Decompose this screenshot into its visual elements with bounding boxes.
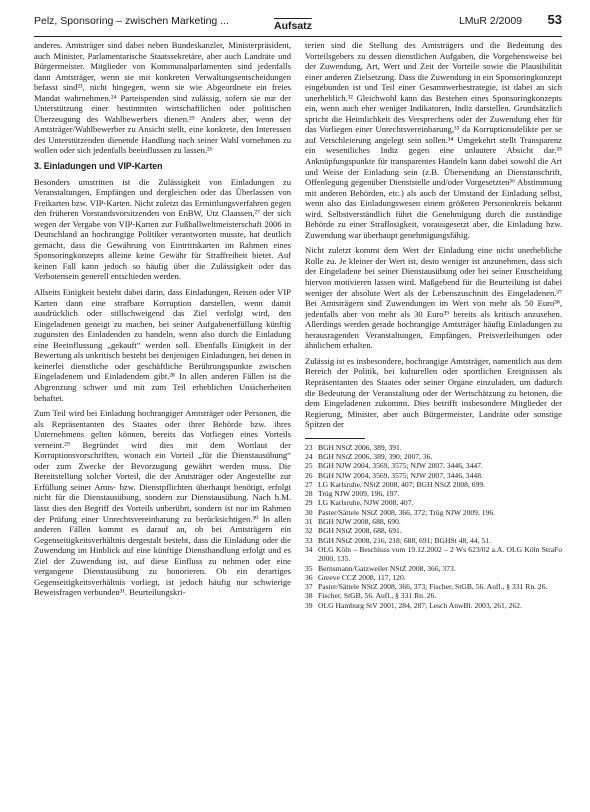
footnote-number: 38 <box>305 591 313 601</box>
footnote <box>305 508 562 517</box>
footnote-text: Paster/Sättele NStZ 2008, 366, 373; Fischer, StGB, 56. Aufl., § 331 Rn. 26. <box>318 582 548 592</box>
footnote-text: BGH NStZ 2008, 688, 691. <box>318 526 402 536</box>
section-heading: 3. Einladungen und VIP-Karten <box>34 161 163 172</box>
footnote-text: LG Karlsruhe, NJW 2008, 407. <box>318 498 414 508</box>
footnote <box>305 573 562 582</box>
footnote-number: 23 <box>305 442 313 452</box>
footnote <box>305 564 562 573</box>
footnote <box>305 498 562 507</box>
footnote-text: Fischer, StGB, 56. Aufl., § 331 Rn. 26. <box>318 591 437 601</box>
footnote-number: 33 <box>305 535 313 545</box>
right-column <box>305 40 562 802</box>
footnote-number: 37 <box>305 582 313 592</box>
paragraph: anderes. Amtsträger sind dabei neben Bundeskanzler, Ministerpräsident, auch Minister, Parlamentarische Staatssekretäre, aber auch Landräte und Bürgermeister. Mitglieder von Kommunalparlamenten sind jedenfalls dann Amtsträger, wenn sie mit konkreten Verwaltungsentscheidungen befasst sind²³, nicht hingegen, wenn sie wie Abgeordnete ein freies Mandat wahrnehmen.²⁴ Parteispenden sind zulässig, sofern sie nur der Unterstützung einer bestimmten wirtschaftlichen oder politischen Überzeugung des Wahlbewerbers dienen.²⁵ Anders aber, wenn der Amtsträger/Wahlbewerber zu Ansicht stellt, eine konkrete, den Interessen des Unterstützenden dienende Handlung nach seiner Wahl vornehmen zu wollen oder sich jedenfalls beeinflussen zu lassen.²⁶ <box>34 40 291 156</box>
footnote-number: 39 <box>305 600 313 610</box>
footnote-text: OLG Hamburg StV 2001, 284, 287; Lesch AnwBl. 2003, 261, 262. <box>318 600 522 610</box>
paragraph: Nicht zuletzt kommt dem Wert der Einladung eine nicht unerhebliche Rolle zu. Je kleiner der Wert ist, desto weniger ist anzunehmen, dass sich der Eingeladene bei seiner Dienstausübung oder bei seiner Entscheidung hiervon motivieren lassen wird. Maßgebend für die Beurteilung ist dabei weniger der absolute Wert als der Lebenszuschnitt des Eingeladenen.³⁷ Bei Amtsträgern sind Zuwendungen im Wert von mehr als 50 Euro³⁸, jedenfalls aber von mehr als 30 Euro³⁹ bereits als kritisch anzusehen. Allerdings werden gerade hochrangige Amtsträger häufig Einladungen zu herausragenden Veranstaltungen, Empfängen, Preisverleihungen oder ähnlichem erhalten. <box>305 245 562 351</box>
footnote-text: BGH NStZ 2008, 216, 218; 688, 691; BGHSt 48, 44, 51. <box>318 535 491 545</box>
footnote-number: 28 <box>305 489 313 499</box>
footnote-text: Greeve CCZ 2008, 117, 120. <box>318 572 406 582</box>
page-header <box>34 12 562 37</box>
footnote-number: 34 <box>305 544 313 554</box>
footnote <box>305 591 562 600</box>
paragraph: Zulässig ist es insbesondere, hochrangige Amtsträger, namentlich aus dem Bereich der Politik, bei kulturellen oder sportlichen Ereignissen als Repräsentanten des Staates oder seiner Organe einzuladen, um dadurch die Bedeutung der Veranstaltung oder der Wertschätzung zu betonen, die dem Eingeladenen zukommt. Dies betrifft insbesondere Mitglieder der Regierung, Minister, aber auch Bürgermeister, Landräte oder sonstige Spitzen der <box>305 355 562 430</box>
footnote <box>305 536 562 545</box>
footnote-text: Paster/Sättele NStZ 2008, 366, 372; Trüg NJW 2009, 196. <box>318 507 496 517</box>
footnote-text: BGH NJW 2008, 688, 690. <box>318 517 401 527</box>
footnote <box>305 526 562 535</box>
footnote <box>305 489 562 498</box>
footnote <box>305 517 562 526</box>
journal-issue: LMuR 2/2009 <box>458 15 522 27</box>
running-title: Pelz, Sponsoring – zwischen Marketing ... <box>34 15 229 27</box>
footnote-divider <box>305 438 365 439</box>
footnote-text: BGH NStZ 2006, 389, 390; 2007, 36. <box>318 451 433 461</box>
footnote <box>305 480 562 489</box>
footnote-list <box>305 443 562 610</box>
footnote-text: LG Karlsruhe, NStZ 2008, 407; BGH NStZ 2008, 699. <box>318 479 486 489</box>
footnote <box>305 443 562 452</box>
footnote-number: 25 <box>305 461 313 471</box>
footnote <box>305 545 562 564</box>
footnote-number: 27 <box>305 479 313 489</box>
paragraph: terien sind die Stellung des Amtsträgers und die Bedeutung des Vorteilsgebers zu dessen dienstlichen Aufgaben, die Vorgehensweise bei der Zuwendung, Art, Wert und Zeit der Vorteile sowie die Plausibilität einer anderen Zielsetzung. Dass die Zuwendung in ein Sponsoringkonzept eingebunden ist und Teil einer Gesamtwerbestrategie, ist dabei an sich unerheblich.³² Gleichwohl kann das Bestehen eines Sponsoringkonzepts ein, wenn auch eher weniger Indikatoren, Indiz darstellen. Grundsätzlich spricht die Heimlichkeit des Versprechens oder der Zuwendung eher für das Vorliegen einer Unrechtsvereinbarung,³³ da Korruptionsdelikte per se auf Verschleierung angelegt sein sollen.³⁴ Umgekehrt stellt Transparenz ein wesentliches Indiz gegen eine unlautere Absicht dar.³⁵ Anknüpfungspunkte für transparentes Handeln kann dabei sowohl die Art und Weise der Einladung sein (z.B. Übersendung an Dienstanschrift, Offenlegung gegenüber Dienststelle und/oder Vorgesetzten³⁶ Abstimmung mit anderen Behörden, etc.) als auch der Umstand der Einladung selbst, wenn also das Einladungswesen einem größeren Personenkreis bekannt wird. Selbstverständlich führt die Genehmigung durch die zuständige Behörde zu einer Straflosigkeit, vorausgesetzt aber, die Einladung bzw. Zuwendung war überhaupt genehmigungsfähig. <box>305 40 562 240</box>
footnote-number: 30 <box>305 507 313 517</box>
footnote-number: 26 <box>305 470 313 480</box>
footnote-text: Bernsmann/Gatzweiler NStZ 2008, 366, 373. <box>318 563 456 573</box>
footnote <box>305 601 562 610</box>
footnote-number: 36 <box>305 572 313 582</box>
footnote-text: OLG Köln – Beschluss vom 19.12.2002 – 2 Ws 623/02 a.A. OLG Köln StraFo 2000, 135. <box>318 544 562 564</box>
footnote-text: Trüg NJW 2009, 196, 197. <box>318 489 400 499</box>
footnote-text: BGH NJW 2004, 3569, 3575; NJW 2007, 3446, 3448. <box>318 470 483 480</box>
footnote <box>305 461 562 470</box>
footnote <box>305 452 562 461</box>
footnote-number: 31 <box>305 517 313 527</box>
footnote <box>305 471 562 480</box>
paragraph: Zum Teil wird bei Einladung hochrangiger Amtsträger oder Personen, die als Repräsentanten des Staates oder ihrer Behörde bzw. ihres Unternehmens gelten können, bereits das Vorliegen eines Vorteils verneint.²⁹ Begründet wird dies mit dem Wortlaut der Korruptionsvorschriften, wonach ein Vorteil „für die Dienstausübung“ oder zum Zwecke der Bevorzugung gewährt werden muss. Die Bereitstellung solcher Vorteil, die der Amtsträger oder Angestellte zur Erfüllung seiner Amts- bzw. Dienstpflichten überhaupt benötigt, erfolgt nicht für die Dienstausübung, sondern zur Dienstausübung. Nach h.M. lässt dies den Begriff des Vorteils unberührt, sondern ist nur im Rahmen der Prüfung einer Unrechtsvereinbarung zu berücksichtigen.³⁰ In allen anderen Fällen kommt es darauf an, ob bei Amtsträgern ein Gegenseitigkeitsverhältnis dergestalt besteht, dass die Einladung oder die Zuwendung im Hinblick auf eine künftige Diensthandlung erfolgt und es Ziel der Zuwendung ist, auf diese Einfluss zu nehmen oder eine vergangene Dienstausübung zu honorieren. Ob ein derartiges Gegenseitigkeitsverhältnis vorliegt, ist jedoch häufig nur schwierige Beweisfragen verbunden³¹. Beurteilungskri- <box>34 408 291 598</box>
page-number: 53 <box>547 12 562 27</box>
footnote-number: 35 <box>305 563 313 573</box>
section-label: Aufsatz <box>274 20 312 32</box>
paragraph: Besonders umstritten ist die Zulässigkeit von Einladungen zu Veranstaltungen, Empfängen und dergleichen oder das Überlassen von Freikarten bzw. VIP-Karten. Nicht zuletzt das Ermittlungsverfahren gegen den früheren Vorstandsvorsitzenden von EnBW, Utz Claassen,²⁷ der sich wegen der Vergabe von VIP-Karten zur Fußballweltmeisterschaft 2006 in Deutschland an hochrangige Politiker verantworten musste, hat deutlich gemacht, dass die Gewährung von Eintrittskarten im Rahmen eines Sponsoringkonzepts alleine keine Gewähr für Straffreiheit bietet. Auf keinen Fall kann jedoch so häufig über die Zulässigkeit oder das Verbotensein generell entschieden werden. <box>34 176 291 282</box>
footnote-number: 32 <box>305 526 313 536</box>
footnote <box>305 582 562 591</box>
left-column <box>34 40 291 802</box>
paragraph: Allseits Einigkeit besteht dabei darin, dass Einladungen, Reisen oder VIP Karten dann eine strafbare Korruption darstellen, wenn damit ausdrücklich oder stillschweigend das Ziel verfolgt wird, den Eingeladenen geneigt zu machen, bei seiner Aufgabenerfüllung künftig zugunsten des Einladenden zu handeln, wenn also durch die Einladung eine Beeinflussung „gekauft“ werden soll. Ebenfalls Einigkeit in der Bewertung als unkritisch besteht bei denjenigen Einladungen, bei denen in keinerlei dienstliche oder geschäftliche Berührungspunkte zwischen Eingeladenem und Einladendem gibt.²⁸ In allen anderen Fällen ist die Abgrenzung schwer und mit zum Teil erheblichen Unsicherheiten behaftet. <box>34 287 291 403</box>
footnote-number: 29 <box>305 498 313 508</box>
footnote-text: BGH NJW 2004, 3569, 3575; NJW 2007, 3446, 3447. <box>318 461 483 471</box>
footnote-number: 24 <box>305 451 313 461</box>
footnote-text: BGH NStZ 2006, 389, 391. <box>318 442 402 452</box>
